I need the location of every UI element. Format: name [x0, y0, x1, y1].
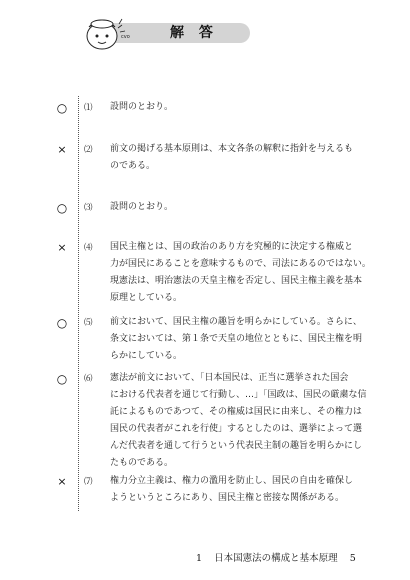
correct-mark-icon: ○: [56, 372, 68, 386]
answer-number: ⑴: [84, 103, 93, 113]
incorrect-mark-icon: ×: [57, 475, 67, 488]
answer-text: 設問のとおり。: [110, 202, 174, 212]
page-footer: [196, 550, 356, 564]
chapter-title: 日本国憲法の構成と基本原理: [214, 553, 338, 564]
incorrect-mark-icon: ×: [57, 143, 67, 156]
answer-text: 国民主権とは、国の政治のあり方を究極的に決定する権威と 力が国民にあることを意味するもので、司法にあるのではない。 現憲法は、明治憲法の天皇主権を否定し、国民主権主義を基本 原理としている。: [110, 242, 371, 303]
incorrect-mark-icon: ×: [57, 241, 67, 254]
answer-header: [80, 18, 250, 48]
dotted-divider: [78, 96, 79, 511]
chapter-number: 1: [196, 553, 203, 564]
answer-number: ⑸: [84, 318, 93, 328]
answer-number: ⑺: [84, 477, 93, 487]
answer-number: ⑵: [84, 145, 93, 155]
answer-number: ⑹: [84, 374, 93, 384]
header-title: 解 答: [170, 25, 218, 41]
svg-text:cvo: cvo: [121, 34, 130, 40]
answer-number: ⑶: [84, 203, 93, 213]
correct-mark-icon: ○: [56, 101, 68, 115]
answer-number: ⑷: [84, 243, 93, 253]
answer-text: 憲法が前文において、「日本国民は、正当に選挙された国会 における代表者を通じて行動し、…」「国政は、国民の厳粛な信 託によるものであつて、その権威は国民に由来し、その権力は 国民の代表者がこれを行使」するとしたのは、選挙によって選 んだ代表者を通して行うという代表民主制の趣旨を明らかにし たものである。: [110, 373, 367, 468]
page-number: 5: [349, 553, 356, 564]
answer-text: 設問のとおり。: [110, 102, 174, 112]
correct-mark-icon: ○: [56, 316, 68, 330]
answer-text: 前文において、国民主権の趣旨を明らかにしている。さらに、 条文においては、第１条で天皇の地位とともに、国民主権を明 らかにしている。: [110, 317, 363, 361]
answer-text: 権力分立主義は、権力の濫用を防止し、国民の自由を確保し ようというところにあり、国民主権と密接な関係がある。: [110, 476, 354, 503]
mascot-icon: [80, 14, 132, 52]
answer-text: 前文の掲げる基本原則は、本文各条の解釈に指針を与えるも のである。: [110, 144, 354, 171]
correct-mark-icon: ○: [56, 201, 68, 215]
